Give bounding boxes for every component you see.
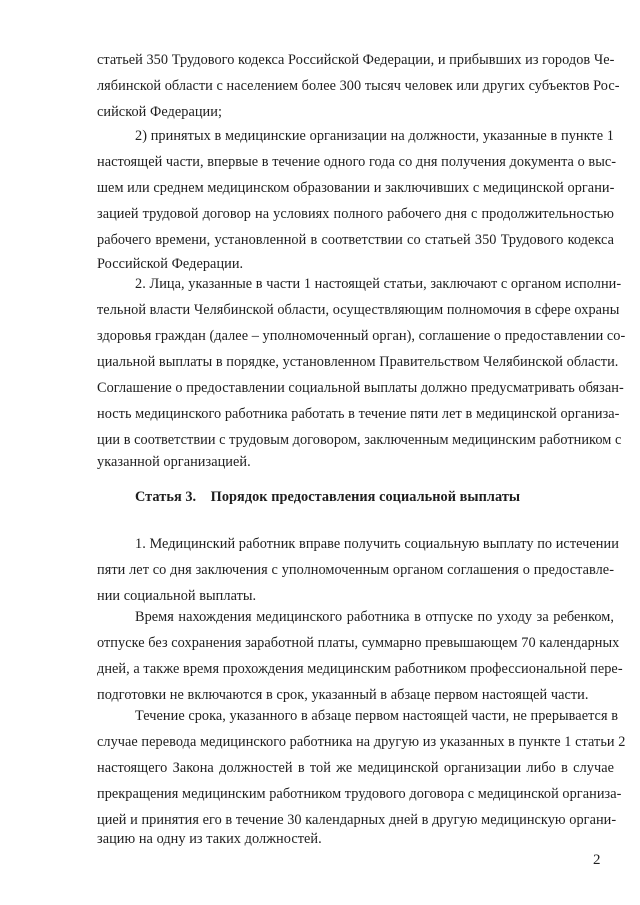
text-line: циальной выплаты в порядке, установленном Правительством Челябинской области. xyxy=(97,354,619,370)
text-line: 2. Лица, указанные в части 1 настоящей статьи, заключают с органом исполни- xyxy=(135,276,622,292)
text-line: ции в соответствии с трудовым договором, заключенным медицинским работником с xyxy=(97,432,622,448)
text-line: настоящей части, впервые в течение одного года со дня получения документа о выс- xyxy=(97,154,617,170)
text-line: Российской Федерации. xyxy=(97,256,244,272)
text-line: 2) принятых в медицинские организации на должности, указанные в пункте 1 xyxy=(135,128,614,144)
text-line: подготовки не включаются в срок, указанный в абзаце первом настоящей части. xyxy=(97,687,589,703)
text-line: настоящего Закона должностей в той же медицинской организации либо в случае xyxy=(97,760,614,776)
text-line: рабочего времени, установленной в соответствии со статьей 350 Трудового кодекса xyxy=(97,232,614,248)
text-line: здоровья граждан (далее – уполномоченный орган), соглашение о предоставлении со- xyxy=(97,328,626,344)
text-line: Соглашение о предоставлении социальной выплаты должно предусматривать обязан- xyxy=(97,380,624,396)
text-line: ность медицинского работника работать в течение пяти лет в медицинской организа- xyxy=(97,406,620,422)
text-line: цией и принятия его в течение 30 календарных дней в другую медицинскую органи- xyxy=(97,812,617,828)
text-line: тельной власти Челябинской области, осуществляющим полномочия в сфере охраны xyxy=(97,302,620,318)
text-line: сийской Федерации; xyxy=(97,104,222,120)
text-line: Время нахождения медицинского работника в отпуске по уходу за ребенком, xyxy=(135,609,614,625)
text-line: дней, а также время прохождения медицинским работником профессиональной пере- xyxy=(97,661,623,677)
text-line: статьей 350 Трудового кодекса Российской Федерации, и прибывших из городов Че- xyxy=(97,52,615,68)
text-line: нии социальной выплаты. xyxy=(97,588,257,604)
text-line: Течение срока, указанного в абзаце первом настоящей части, не прерывается в xyxy=(135,708,619,724)
text-line: случае перевода медицинского работника на другую из указанных в пункте 1 статьи 2 xyxy=(97,734,626,750)
text-line: лябинской области с населением более 300 тысяч человек или других субъектов Рос- xyxy=(97,78,620,94)
text-line: пяти лет со дня заключения с уполномоченным органом соглашения о предоставле- xyxy=(97,562,614,578)
text-line: отпуске без сохранения заработной платы, суммарно превышающем 70 календарных xyxy=(97,635,620,651)
text-line: зацию на одну из таких должностей. xyxy=(97,831,322,847)
text-line: 1. Медицинский работник вправе получить социальную выплату по истечении xyxy=(135,536,619,552)
text-line: шем или среднем медицинском образовании и заключивших с медицинской органи- xyxy=(97,180,615,196)
article-heading: Статья 3. Порядок предоставления социальной выплаты xyxy=(135,489,521,505)
text-line: зацией трудовой договор на условиях полного рабочего дня с продолжительностью xyxy=(97,206,614,222)
text-line: прекращения медицинским работником трудового договора с медицинской организа- xyxy=(97,786,622,802)
page-number: 2 xyxy=(593,852,601,868)
text-line: указанной организацией. xyxy=(97,454,251,470)
